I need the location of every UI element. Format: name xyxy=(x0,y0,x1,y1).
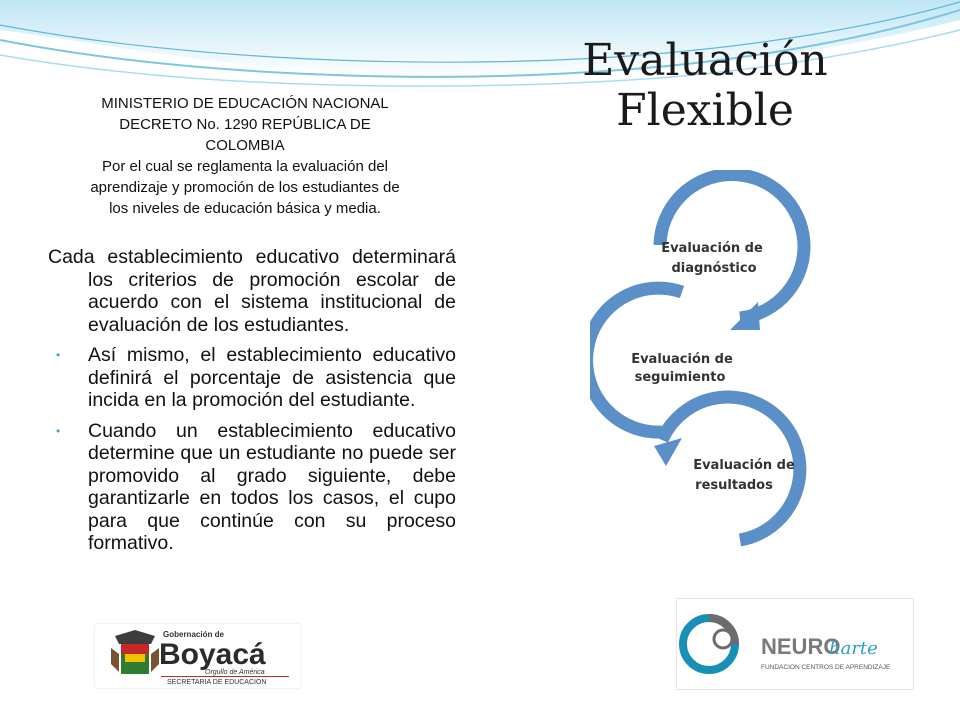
neurohearte-logo xyxy=(676,598,914,690)
header-line-5: aprendizaje y promoción de los estudiantes de xyxy=(90,179,400,196)
bullet-dot-icon: • xyxy=(56,423,61,438)
evaluation-cycle-diagram xyxy=(590,170,840,560)
title-line-1: Evaluación xyxy=(582,35,828,86)
paragraph-criteria: Cada establecimiento educativo determinará los criterios de promoción escolar de acuerdo con el sistema institucional de evaluación de los estudiantes. xyxy=(48,246,456,336)
title-line-2: Flexible xyxy=(616,85,794,136)
bullet-dot-icon: • xyxy=(56,348,61,362)
step-2-line-2: seguimiento xyxy=(634,370,726,385)
step-1-line-2: diagnóstico xyxy=(671,261,757,276)
header-line-4: Por el cual se reglamenta la evaluación del xyxy=(101,158,388,175)
neuro-name-text: NEURO xyxy=(761,634,841,659)
header-line-1: MINISTERIO DE EDUCACIÓN NACIONAL xyxy=(101,95,389,112)
boyaca-sub-text: SECRETARIA DE EDUCACION xyxy=(167,679,267,686)
neuro-brand-icon xyxy=(677,599,913,689)
boyaca-tagline-text: Orgullo de América xyxy=(205,669,265,676)
step-1-line-1: Evaluación de xyxy=(661,241,763,256)
header-line-6: los niveles de educación básica y media. xyxy=(109,200,381,217)
step-2-line-1: Evaluación de xyxy=(631,352,733,367)
slide-title xyxy=(560,36,850,136)
decree-header xyxy=(40,93,450,219)
body-text xyxy=(48,246,456,563)
neuro-script-text: harte xyxy=(829,638,878,659)
step-3-line-1: Evaluación de xyxy=(693,458,795,473)
bullet-attendance-text: Así mismo, el establecimiento educativo definirá el porcentaje de asistencia que incida en la promoción del estudiante. xyxy=(88,344,456,411)
arrow-2-icon xyxy=(654,438,682,466)
boyaca-top-text: Gobernación de xyxy=(163,630,224,639)
boyaca-crest-icon xyxy=(95,624,300,688)
header-line-2: DECRETO No. 1290 REPÚBLICA DE xyxy=(119,116,371,133)
bullet-promotion-text: Cuando un establecimiento educativo determine que un estudiante no puede ser promovido al grado siguiente, debe garantizarle en todos los casos, el cupo para que continúe con su proceso formativo. xyxy=(88,419,456,554)
arrow-1-icon xyxy=(730,302,760,330)
neuro-sub-text: FUNDACION CENTROS DE APRENDIZAJE xyxy=(761,664,891,671)
step-3-line-2: resultados xyxy=(695,478,773,493)
boyaca-logo xyxy=(95,624,300,688)
header-line-3: COLOMBIA xyxy=(205,137,285,154)
boyaca-name-text: Boyacá xyxy=(159,638,266,671)
bullet-attendance xyxy=(48,344,456,412)
bullet-promotion xyxy=(48,420,456,555)
